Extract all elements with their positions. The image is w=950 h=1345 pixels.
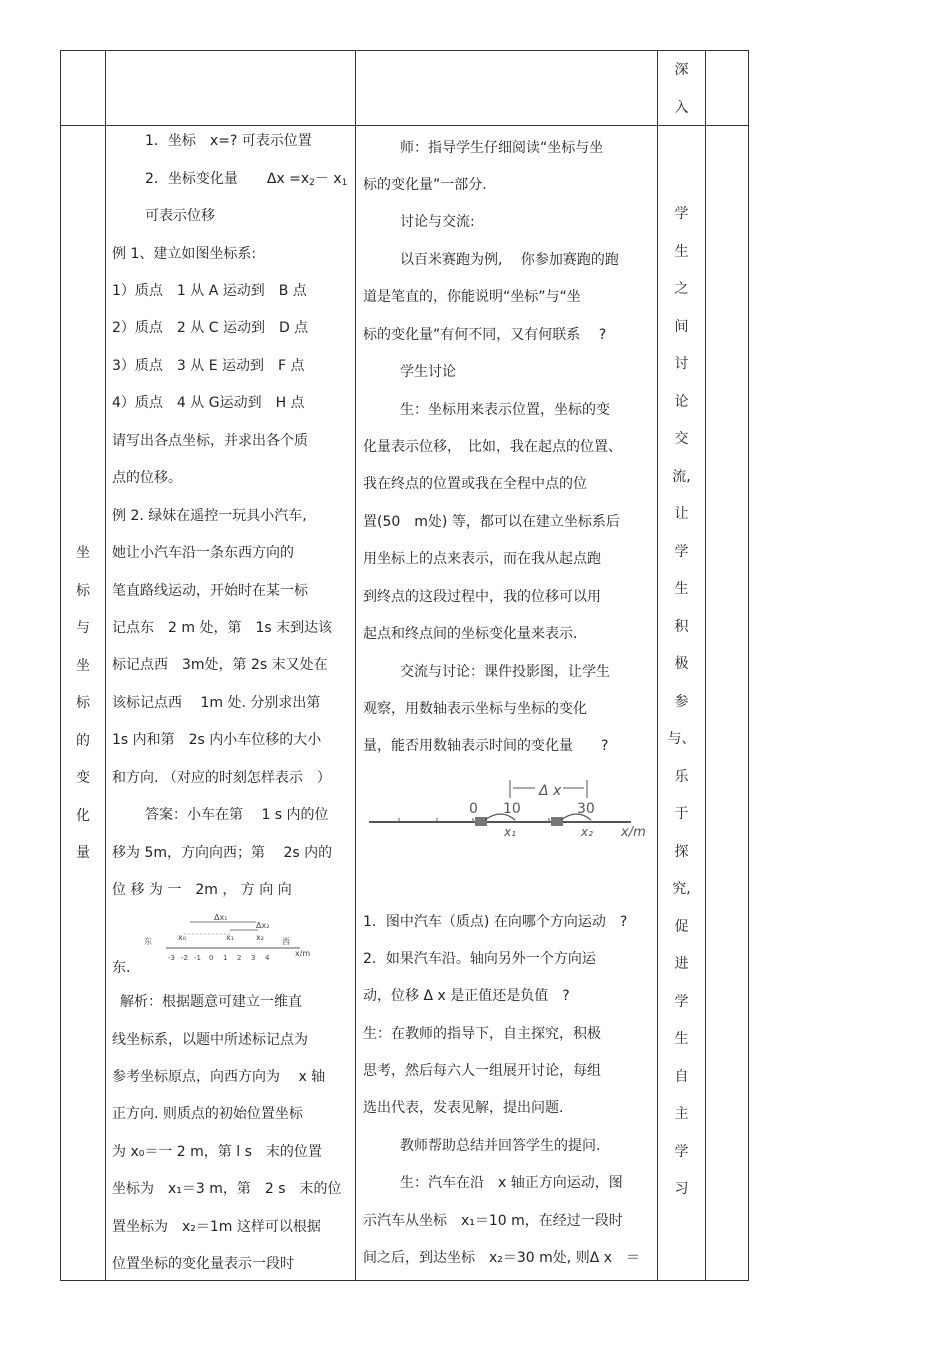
purpose-char: 探: [674, 843, 689, 860]
activity-line: 起点和终点间的坐标变化量来表示.: [363, 626, 578, 642]
subscript: 2: [309, 178, 315, 188]
purpose-char: 入: [674, 99, 689, 116]
content-line: 她让小汽车沿一条东西方向的: [112, 545, 294, 561]
car-end-icon: [551, 817, 563, 826]
purpose-char: 让: [674, 506, 689, 522]
activity-line: 生：在教师的指导下，自主探究，积极: [363, 1026, 601, 1042]
content-line: 1s 内和第 2s 内小车位移的大小: [112, 732, 322, 748]
content-line: 例 1、建立如图坐标系:: [112, 246, 257, 262]
title-char: 化: [76, 807, 90, 824]
x2-label: x₂: [256, 933, 264, 942]
title-char: 标: [76, 582, 90, 599]
content-line: 例 2. 绿妹在遥控一玩具小汽车,: [112, 508, 307, 524]
table-border-right: [748, 50, 749, 1281]
content-line: 请写出各点坐标，并求出各个质: [112, 433, 308, 449]
content-line: 参考坐标原点，向西方向为 x 轴: [112, 1069, 326, 1085]
dx1-label: Δx₁: [214, 913, 228, 922]
tick-0-label: 0: [469, 801, 478, 817]
purpose-char: 学: [674, 993, 689, 1010]
activity-line: 标的变化量”一部分.: [363, 177, 487, 193]
activity-line: 到终点的这段过程中，我的位移可以用: [363, 589, 601, 605]
purpose-char: 积: [674, 618, 689, 635]
activity-line: 标的变化量”有何不同，又有何联系 ?: [363, 327, 607, 343]
table-border-top: [60, 50, 749, 51]
content-line: 位 移 为 一 2m ， 方 向 向: [112, 882, 292, 898]
dx2-label: Δx₂: [256, 921, 270, 930]
purpose-char: 交: [674, 431, 689, 447]
purpose-char: 讨: [674, 356, 689, 372]
content-line: 记点东 2 m 处，第 1s 末到达该: [112, 620, 333, 636]
content-line: 置坐标为 x₂＝1m 这样可以根据: [112, 1219, 321, 1235]
tick-label: 4: [265, 954, 270, 962]
content-text: － x: [314, 171, 342, 187]
purpose-char: 流,: [672, 468, 691, 485]
tick-label: 2: [237, 954, 242, 962]
example2-axis-figure: [140, 908, 320, 964]
purpose-char: 主: [674, 1106, 689, 1122]
purpose-char: 极: [674, 656, 689, 672]
activity-line: 以百米赛跑为例, 你参加赛跑的跑: [400, 252, 619, 268]
purpose-char: 参: [674, 693, 689, 710]
purpose-char: 自: [674, 1068, 689, 1085]
tick-label: 0: [209, 954, 214, 962]
table-col-divider-4: [705, 50, 706, 1281]
purpose-char: 习: [674, 1181, 689, 1197]
content-line: 位置坐标的变化量表示一段时: [112, 1256, 294, 1272]
title-char: 标: [76, 695, 90, 711]
content-line: 线坐标系，以题中所述标记点为: [112, 1032, 308, 1048]
activity-line: 交流与讨论：课件投影图，让学生: [400, 664, 610, 680]
content-line: 1）质点 1 从 A 运动到 B 点: [112, 283, 307, 299]
content-line: 4）质点 4 从 G运动到 H 点: [112, 395, 305, 411]
tick-10-label: 10: [503, 801, 521, 817]
activity-line: 置(50 m处) 等，都可以在建立坐标系后: [363, 514, 620, 530]
purpose-char: 深: [674, 62, 689, 78]
activity-line: 选出代表，发表见解，提出问题.: [363, 1100, 564, 1116]
displacement-axis-figure: [365, 776, 655, 846]
content-text: 2．坐标变化量: [145, 171, 238, 187]
car-start-icon: [475, 817, 487, 826]
activity-line: 动，位移 Δ x 是正值还是负值 ?: [363, 988, 570, 1004]
content-line: [145, 169, 347, 193]
content-line: 点的位移。: [112, 470, 182, 486]
activity-line: 间之后，到达坐标 x₂＝30 m处, 则Δ x ＝: [363, 1250, 641, 1266]
activity-line: 生：汽车在沿 x 轴正方向运动，图: [400, 1175, 623, 1191]
tick-label: 1: [223, 954, 228, 962]
activity-line: 道是笔直的，你能说明“坐标”与“坐: [363, 289, 581, 305]
content-line: 该标记点西 1m 处. 分别求出第: [112, 695, 321, 711]
table-col-divider-1: [105, 50, 106, 1281]
axis-label: x/m: [621, 825, 646, 840]
west-label: 西: [282, 937, 290, 946]
activity-line: 学生讨论: [400, 364, 456, 380]
tick-label: -2: [181, 954, 188, 962]
purpose-char: 间: [674, 318, 689, 335]
content-line: 解析：根据题意可建立一维直: [120, 994, 302, 1010]
x0-label: x₀: [178, 933, 186, 942]
title-char: 坐: [76, 545, 90, 561]
content-line: 2）质点 2 从 C 运动到 D 点: [112, 320, 309, 336]
subscript: 1: [341, 178, 348, 188]
axis-label: x/m: [295, 949, 311, 958]
content-line: 正方向. 则质点的初始位置坐标: [112, 1106, 303, 1122]
content-line: 移为 5m，方向向西；第 2s 内的: [112, 845, 333, 861]
x1-label: x₁: [504, 825, 516, 839]
activity-line: 化量表示位移， 比如，我在起点的位置、: [363, 439, 622, 455]
content-line: 3）质点 3 从 E 运动到 F 点: [112, 358, 305, 374]
purpose-char: 与、: [667, 731, 696, 747]
content-line: 可表示位移: [145, 208, 215, 224]
purpose-char: 论: [674, 393, 689, 410]
content-line: 标记点西 3m处，第 2s 末又处在: [112, 657, 328, 673]
title-char: 与: [76, 620, 90, 636]
section-title: [61, 535, 105, 873]
purpose-char: 于: [674, 806, 689, 822]
table-row-divider: [60, 125, 749, 126]
content-line: 笔直路线运动，开始时在某一标: [112, 583, 308, 599]
activity-line: 观察，用数轴表示坐标与坐标的变化: [363, 701, 587, 717]
activity-line: 师：指导学生仔细阅读“坐标与坐: [400, 140, 604, 156]
tick-label: 3: [251, 954, 256, 962]
purpose-char: 生: [674, 1031, 689, 1047]
x2-label: x₂: [581, 825, 593, 839]
purpose-char: 生: [674, 581, 689, 597]
content-line: 为 x₀＝一 2 m，第 l s 末的位置: [112, 1144, 322, 1160]
activity-line: 2．如果汽车沿。轴向另外一个方向运: [363, 951, 596, 967]
purpose-char: 进: [674, 956, 689, 972]
activity-line: 教师帮助总结并回答学生的提问.: [400, 1138, 601, 1154]
purpose-char: 学: [674, 1143, 689, 1160]
content-text: Δx =x: [266, 171, 310, 187]
purpose-char: 生: [674, 243, 689, 260]
content-line: 答案：小车在第 1 s 内的位: [145, 807, 329, 823]
activity-line: 思考，然后每六人一组展开讨论，每组: [363, 1063, 601, 1079]
activity-line: 生：坐标用来表示位置，坐标的变: [400, 402, 610, 418]
activity-line: 讨论与交流:: [400, 214, 475, 230]
content-line: 1．坐标 x=? 可表示位置: [145, 133, 312, 149]
activity-line: 量，能否用数轴表示时间的变化量 ?: [363, 738, 609, 754]
purpose-char: 学: [674, 206, 689, 222]
title-char: 变: [76, 770, 90, 786]
table-border-bottom: [60, 1280, 749, 1281]
design-purpose-column: [658, 196, 705, 1209]
tick-label: -3: [168, 954, 175, 962]
content-line: 和方向. （对应的时刻怎样表示 ）: [112, 770, 331, 786]
purpose-char: 究,: [672, 881, 691, 897]
x1-label: x₁: [226, 933, 234, 942]
content-line: 东.: [112, 960, 131, 976]
activity-line: 用坐标上的点来表示，而在我从起点跑: [363, 551, 601, 567]
tick-label: -1: [194, 954, 201, 962]
purpose-char: 促: [674, 918, 689, 935]
purpose-char: 学: [674, 543, 689, 560]
title-char: 的: [76, 732, 90, 749]
content-line: 坐标为 x₁＝3 m，第 2 s 末的位: [112, 1181, 342, 1197]
tick-30-label: 30: [577, 801, 595, 817]
title-char: 坐: [76, 657, 90, 674]
title-char: 量: [76, 845, 90, 861]
delta-x-label: Δ x: [539, 783, 562, 799]
table-col-divider-2: [355, 50, 356, 1281]
activity-line: 示汽车从坐标 x₁＝10 m，在经过一段时: [363, 1213, 623, 1229]
purpose-char: 之: [674, 281, 689, 297]
activity-line: 1．图中汽车（质点) 在向哪个方向运动 ?: [363, 914, 628, 930]
activity-line: 我在终点的位置或我在全程中点的位: [363, 476, 587, 492]
top-row-purpose: [658, 52, 705, 127]
east-label: 东: [144, 937, 152, 946]
purpose-char: 乐: [674, 768, 689, 785]
